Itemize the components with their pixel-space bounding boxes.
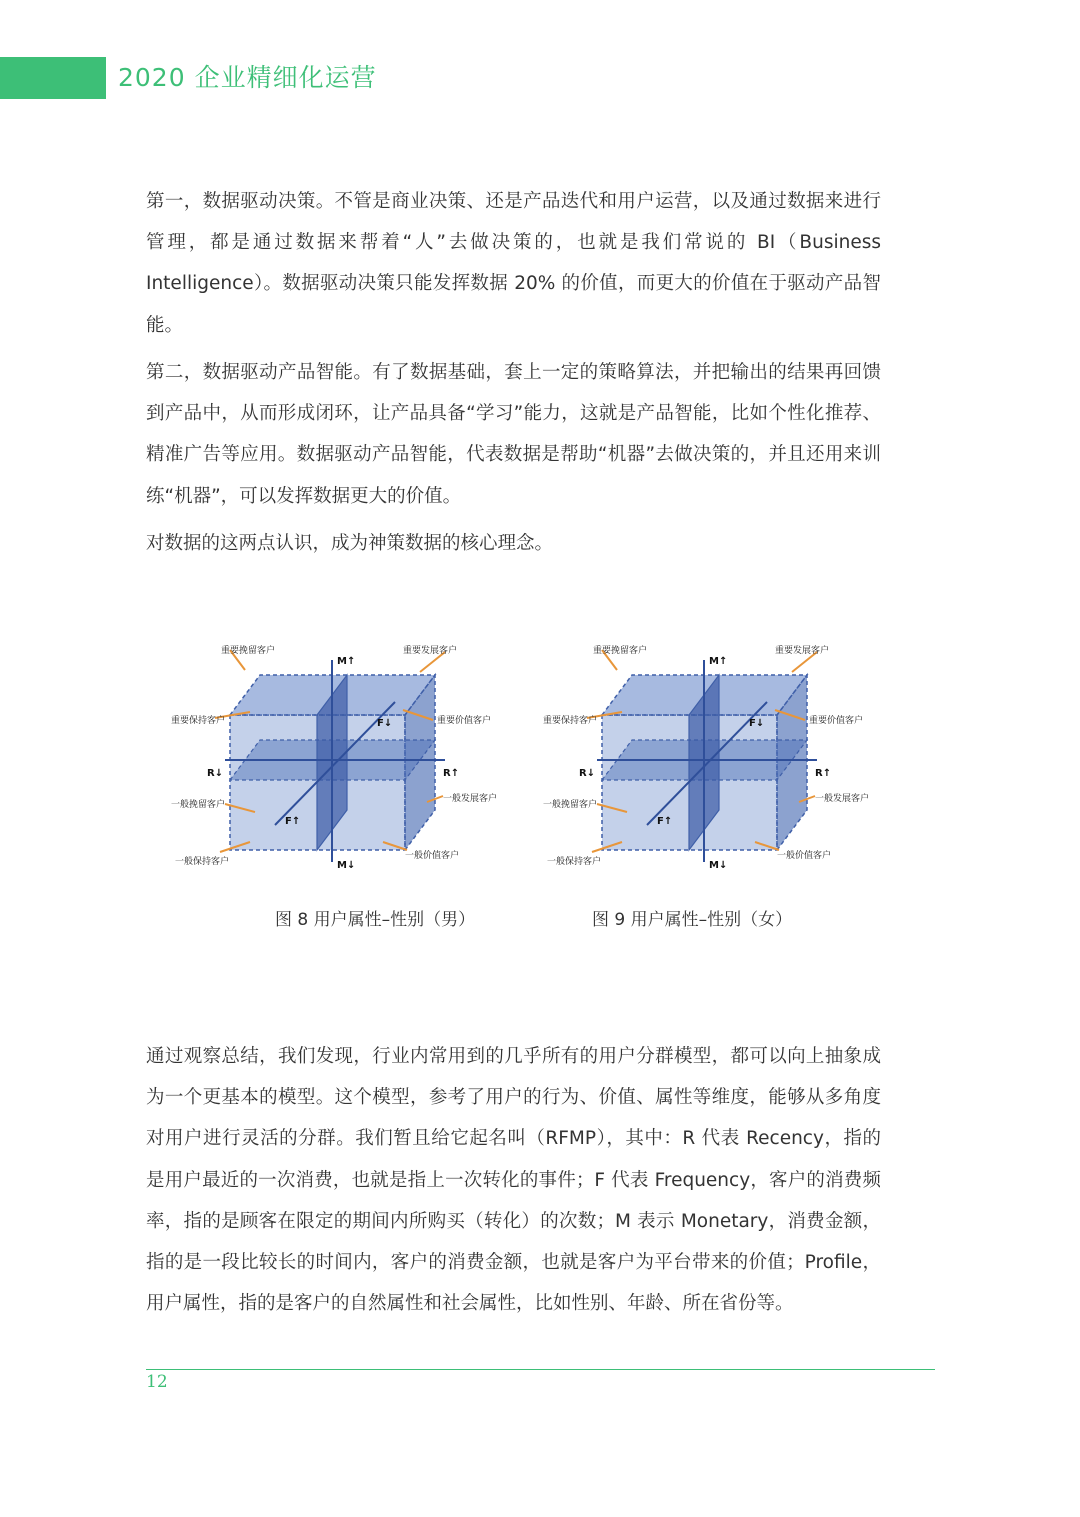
- label-important-develop: 重要发展客户: [775, 646, 830, 656]
- header-accent-bar: [0, 57, 106, 99]
- axis-m-up: M↑: [709, 656, 728, 667]
- label-general-keep: 一般保持客户: [175, 857, 230, 867]
- axis-f-up: F↑: [657, 816, 673, 827]
- label-important-keep: 重要保持客户: [543, 716, 598, 726]
- axis-f-down: F↓: [377, 718, 393, 729]
- figure-8-caption: 图 8 用户属性–性别（男）: [275, 910, 476, 930]
- footer-divider: [146, 1369, 935, 1370]
- label-general-value: 一般价值客户: [777, 851, 832, 861]
- paragraph-3: 对数据的这两点认识，成为神策数据的核心理念。: [146, 533, 554, 554]
- label-general-develop: 一般发展客户: [443, 794, 498, 804]
- label-general-develop: 一般发展客户: [815, 794, 870, 804]
- figure-9-caption: 图 9 用户属性–性别（女）: [592, 910, 793, 930]
- paragraph-1: 第一，数据驱动决策。不管是商业决策、还是产品迭代和用户运营，以及通过数据来进行管理，都是通过数据来帮着“人”去做决策的，也就是我们常说的 BI（Business Intelligence）。数据驱动决策只能发挥数据 20% 的价值，而更大的价值在于驱动产品智能。: [146, 191, 881, 336]
- axis-r-down: R↓: [207, 768, 224, 779]
- axis-m-up: M↑: [337, 656, 356, 667]
- figure-rfm-cube-female: [537, 630, 887, 880]
- label-general-retain: 一般挽留客户: [543, 800, 598, 810]
- axis-m-down: M↓: [337, 860, 356, 871]
- label-important-value: 重要价值客户: [437, 716, 492, 726]
- axis-r-up: R↑: [443, 768, 460, 779]
- axis-r-down: R↓: [579, 768, 596, 779]
- label-important-develop: 重要发展客户: [403, 646, 458, 656]
- page-number: 12: [146, 1372, 168, 1392]
- figure-rfm-cube-male: [165, 630, 515, 880]
- label-important-keep: 重要保持客户: [171, 716, 226, 726]
- label-important-value: 重要价值客户: [809, 716, 864, 726]
- document-title: 2020 企业精细化运营: [118, 63, 377, 92]
- label-important-retain: 重要挽留客户: [221, 646, 276, 656]
- label-general-keep: 一般保持客户: [547, 857, 602, 867]
- axis-f-down: F↓: [749, 718, 765, 729]
- label-important-retain: 重要挽留客户: [593, 646, 648, 656]
- axis-m-down: M↓: [709, 860, 728, 871]
- axis-r-up: R↑: [815, 768, 832, 779]
- label-general-value: 一般价值客户: [405, 851, 460, 861]
- axis-f-up: F↑: [285, 816, 301, 827]
- label-general-retain: 一般挽留客户: [171, 800, 226, 810]
- paragraph-4: 通过观察总结，我们发现，行业内常用到的几乎所有的用户分群模型，都可以向上抽象成为一个更基本的模型。这个模型，参考了用户的行为、价值、属性等维度，能够从多角度对用户进行灵活的分群。我们暂且给它起名叫（RFMP），其中：R 代表 Recency，指的是用户最近的一次消费，也就是指上一次转化的事件；F 代表 Frequency，客户的消费频率，指的是顾客在限定的期间内所购买（转化）的次数；M 表示 Monetary，消费金额，指的是一段比较长的时间内，客户的消费金额，也就是客户为平台带来的价值；Profile，用户属性，指的是客户的自然属性和社会属性，比如性别、年龄、所在省份等。: [146, 1046, 881, 1315]
- paragraph-2: 第二，数据驱动产品智能。有了数据基础，套上一定的策略算法，并把输出的结果再回馈到产品中，从而形成闭环，让产品具备“学习”能力，这就是产品智能，比如个性化推荐、精准广告等应用。数据驱动产品智能，代表数据是帮助“机器”去做决策的，并且还用来训练“机器”，可以发挥数据更大的价值。: [146, 362, 881, 507]
